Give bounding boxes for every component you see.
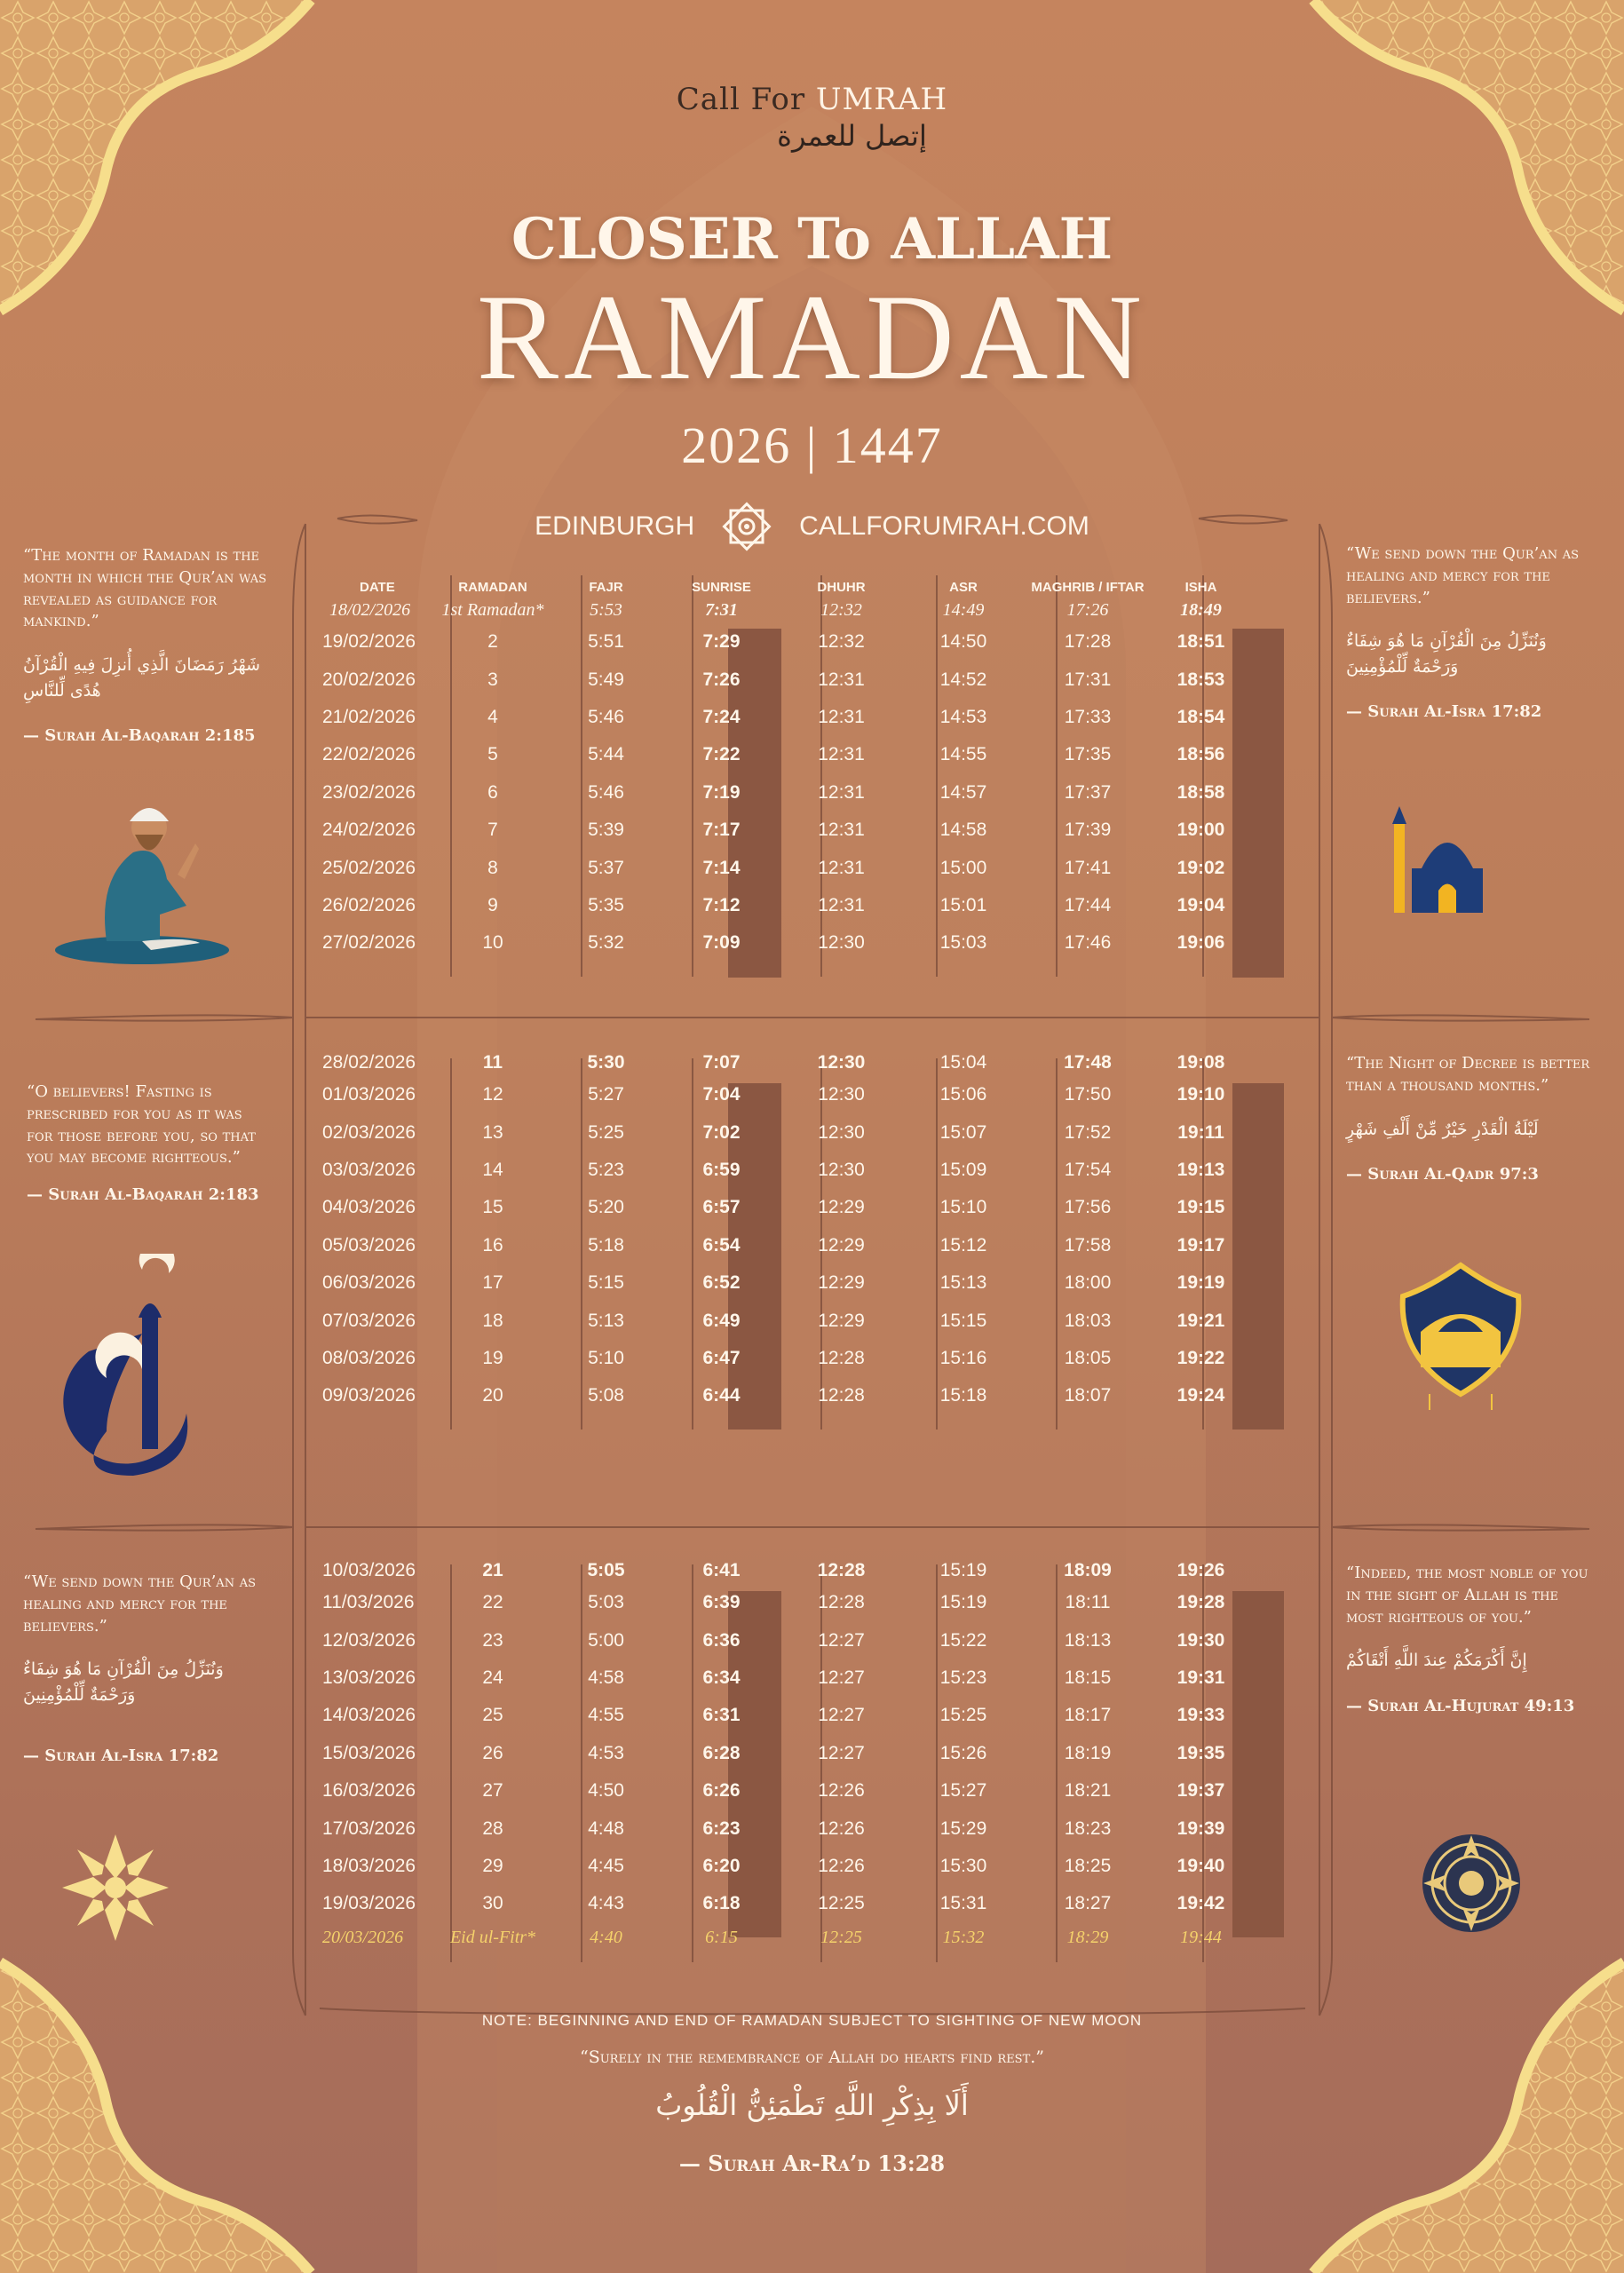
table-cell: 12:27 bbox=[818, 1742, 865, 1763]
table-row bbox=[297, 1810, 1314, 1847]
table-row bbox=[297, 1189, 1314, 1226]
table-cell: 15:29 bbox=[939, 1818, 987, 1839]
table-cell: 19:22 bbox=[1176, 1347, 1225, 1368]
table-cell: 6:57 bbox=[702, 1197, 741, 1218]
table-cell: 21/02/2026 bbox=[322, 706, 416, 727]
table-cell: 14:52 bbox=[939, 669, 987, 690]
table-cell: 17:58 bbox=[1064, 1234, 1112, 1255]
table-cell: 5:03 bbox=[588, 1592, 624, 1613]
table-cell: 5:23 bbox=[588, 1159, 624, 1180]
table-cell: 5 bbox=[487, 744, 498, 765]
table-cell: 18 bbox=[482, 1310, 503, 1331]
table-cell: 17:50 bbox=[1064, 1084, 1112, 1105]
mosque-crescent-icon bbox=[1385, 788, 1518, 939]
table-cell: 19:17 bbox=[1176, 1234, 1225, 1255]
table-cell: 5:39 bbox=[588, 820, 624, 841]
table-cell: 17:37 bbox=[1064, 781, 1112, 803]
city: EDINBURGH bbox=[535, 511, 695, 541]
table-cell: 18:07 bbox=[1064, 1385, 1112, 1406]
table-cell: 26 bbox=[482, 1742, 503, 1763]
table-cell: 17:39 bbox=[1064, 820, 1112, 841]
table-row bbox=[297, 1772, 1314, 1810]
table-cell: 02/03/2026 bbox=[322, 1121, 416, 1143]
table-cell: 5:46 bbox=[588, 706, 624, 727]
table-cell: 18:25 bbox=[1064, 1855, 1112, 1876]
table-cell: 4:55 bbox=[588, 1705, 624, 1726]
table-cell: 15:15 bbox=[939, 1310, 987, 1331]
table-cell: 19/03/2026 bbox=[322, 1893, 416, 1914]
table-cell: 7:22 bbox=[702, 744, 741, 765]
table-cell: 7:29 bbox=[702, 631, 741, 653]
table-cell: 11/03/2026 bbox=[322, 1592, 415, 1613]
footer-quote: “Surely in the remembrance of Allah do hearts find rest.” bbox=[579, 2047, 1045, 2067]
table-cell: 25/02/2026 bbox=[322, 857, 416, 878]
table-cell: 17:28 bbox=[1064, 631, 1112, 653]
table-cell: 15:18 bbox=[939, 1385, 987, 1406]
table-cell: 22/02/2026 bbox=[322, 744, 416, 765]
table-cell: 18:21 bbox=[1064, 1780, 1112, 1802]
table-cell: 5:49 bbox=[588, 669, 624, 690]
table-row bbox=[297, 1152, 1314, 1189]
table-cell: 6:26 bbox=[702, 1780, 741, 1802]
table-cell: 7 bbox=[487, 820, 498, 841]
table-cell: 5:13 bbox=[588, 1310, 624, 1331]
table-cell: 12:30 bbox=[818, 1159, 865, 1180]
table-cell: 12:26 bbox=[818, 1855, 865, 1876]
table-cell: 15:01 bbox=[939, 894, 987, 915]
table-cell: 6:59 bbox=[702, 1159, 741, 1180]
table-cell: 6:49 bbox=[702, 1310, 741, 1331]
table-cell: 27/02/2026 bbox=[322, 932, 416, 954]
table-cell: 30 bbox=[482, 1893, 503, 1914]
table-cell: 6:44 bbox=[702, 1385, 741, 1406]
table-cell: 15:13 bbox=[939, 1272, 987, 1294]
table-cell: 12:31 bbox=[818, 820, 865, 841]
table-row bbox=[297, 849, 1314, 886]
table-cell: 2 bbox=[487, 631, 498, 653]
table-cell: 15:03 bbox=[939, 932, 987, 954]
table-row bbox=[297, 661, 1314, 698]
table-cell: 03/03/2026 bbox=[322, 1159, 416, 1180]
table-cell: 15:06 bbox=[939, 1084, 987, 1105]
table-cell: 12:30 bbox=[818, 1121, 865, 1143]
table-cell: 17:56 bbox=[1064, 1197, 1112, 1218]
table-cell: 6:54 bbox=[702, 1234, 741, 1255]
table-cell: 12:32 bbox=[818, 631, 865, 653]
table-cell: 19:42 bbox=[1176, 1893, 1225, 1914]
page-title: RAMADAN bbox=[476, 269, 1148, 405]
table-cell: 5:46 bbox=[588, 781, 624, 803]
table-row: 10/03/2026 21 5:05 6:41 12:28 15:19 18:09 19:26 bbox=[322, 1560, 1225, 1580]
table-cell: 14:57 bbox=[939, 781, 987, 803]
table-cell: 7:09 bbox=[702, 932, 741, 954]
table-cell: 17:33 bbox=[1064, 706, 1112, 727]
table-cell: 13 bbox=[482, 1121, 503, 1143]
table-cell: 18:51 bbox=[1176, 631, 1225, 653]
table-cell: 15:10 bbox=[939, 1197, 987, 1218]
table-cell: 20/02/2026 bbox=[322, 669, 416, 690]
table-cell: 4:43 bbox=[588, 1893, 624, 1914]
prayer-timetable bbox=[297, 577, 1314, 962]
table-cell: 17:46 bbox=[1064, 932, 1112, 954]
table-row bbox=[297, 1735, 1314, 1772]
table-row bbox=[297, 1076, 1314, 1113]
table-row bbox=[297, 1659, 1314, 1697]
mosque-arch-icon bbox=[1394, 1261, 1527, 1412]
table-header: DATE RAMADAN FAJR SUNRISE DHUHR ASR MAGHRIB / IFTAR ISHA bbox=[360, 579, 1217, 595]
table-cell: 14:53 bbox=[939, 706, 987, 727]
table-cell: 7:02 bbox=[702, 1121, 741, 1143]
table-cell: 12:31 bbox=[818, 781, 865, 803]
table-cell: 12 bbox=[482, 1084, 503, 1105]
table-cell: 18:17 bbox=[1064, 1705, 1112, 1726]
table-cell: 6:47 bbox=[702, 1347, 741, 1368]
table-row bbox=[297, 1885, 1314, 1922]
table-cell: 5:37 bbox=[588, 857, 624, 878]
table-cell: 10 bbox=[482, 932, 503, 954]
table-cell: 17:44 bbox=[1064, 894, 1112, 915]
table-cell: 7:04 bbox=[702, 1084, 741, 1105]
table-cell: 19:30 bbox=[1176, 1629, 1225, 1651]
table-cell: 19:39 bbox=[1176, 1818, 1225, 1839]
table-cell: 12:25 bbox=[818, 1893, 865, 1914]
table-cell: 19:04 bbox=[1176, 894, 1225, 915]
headline: CLOSER To ALLAH bbox=[511, 206, 1113, 273]
table-cell: 6:34 bbox=[702, 1667, 741, 1688]
table-cell: 15:26 bbox=[939, 1742, 987, 1763]
table-row bbox=[297, 699, 1314, 736]
table-cell: 17:52 bbox=[1064, 1121, 1112, 1143]
table-cell: 7:26 bbox=[702, 669, 741, 690]
table-cell: 18:19 bbox=[1064, 1742, 1112, 1763]
table-cell: 4:48 bbox=[588, 1818, 624, 1839]
table-cell: 19:35 bbox=[1176, 1742, 1225, 1763]
table-cell: 19:28 bbox=[1176, 1592, 1225, 1613]
table-cell: 14:58 bbox=[939, 820, 987, 841]
table-cell: 20 bbox=[482, 1385, 503, 1406]
table-cell: 5:10 bbox=[588, 1347, 624, 1368]
table-cell: 6:23 bbox=[702, 1818, 741, 1839]
table-cell: 12:29 bbox=[818, 1272, 865, 1294]
table-cell: 18:23 bbox=[1064, 1818, 1112, 1839]
table-cell: 12:31 bbox=[818, 669, 865, 690]
quote-panel: “We send down the Qur’an as healing and mercy for the believers.” وَنُنَزِّلُ مِنَ الْقُرْآنِ مَا هُوَ شِفَاءٌ وَرَحْمَةٌ لِّلْمُؤْمِنِينَ — Surah Al-Isra 17:82 bbox=[23, 1572, 257, 1766]
table-cell: 12:29 bbox=[818, 1197, 865, 1218]
table-cell: 25 bbox=[482, 1705, 503, 1726]
table-cell: 18:15 bbox=[1064, 1667, 1112, 1688]
table-cell: 12:29 bbox=[818, 1234, 865, 1255]
table-cell: 3 bbox=[487, 669, 498, 690]
table-cell: 9 bbox=[487, 894, 498, 915]
table-cell: 15:16 bbox=[939, 1347, 987, 1368]
table-cell: 17:41 bbox=[1064, 857, 1112, 878]
table-row bbox=[297, 736, 1314, 773]
quote-panel: “We send down the Qur’an as healing and mercy for the believers.” وَنُنَزِّلُ مِنَ الْقُرْآنِ مَا هُوَ شِفَاءٌ وَرَحْمَةٌ لِّلْمُؤْمِنِينَ — Surah Al-Isra 17:82 bbox=[1346, 544, 1580, 722]
table-cell: 12:31 bbox=[818, 744, 865, 765]
table-cell: 7:14 bbox=[702, 857, 741, 878]
prayer-timetable bbox=[297, 1557, 1314, 1953]
website[interactable]: CALLFORUMRAH.COM bbox=[799, 511, 1089, 541]
table-cell: 5:25 bbox=[588, 1121, 624, 1143]
table-cell: 15:25 bbox=[939, 1705, 987, 1726]
table-cell: 4:58 bbox=[588, 1667, 624, 1688]
table-cell: 6:20 bbox=[702, 1855, 741, 1876]
table-cell: 7:17 bbox=[702, 820, 741, 841]
table-cell: 15:30 bbox=[939, 1855, 987, 1876]
table-cell: 19:37 bbox=[1176, 1780, 1225, 1802]
table-cell: 16/03/2026 bbox=[322, 1780, 416, 1802]
table-cell: 19:24 bbox=[1176, 1385, 1225, 1406]
table-body bbox=[297, 1584, 1314, 1923]
table-cell: 23 bbox=[482, 1629, 503, 1651]
table-cell: 5:08 bbox=[588, 1385, 624, 1406]
table-cell: 12:26 bbox=[818, 1818, 865, 1839]
table-cell: 18:00 bbox=[1064, 1272, 1112, 1294]
table-cell: 15:00 bbox=[939, 857, 987, 878]
table-cell: 18:27 bbox=[1064, 1893, 1112, 1914]
table-cell: 19:15 bbox=[1176, 1197, 1225, 1218]
years: 2026 | 1447 bbox=[681, 416, 943, 474]
table-cell: 15:22 bbox=[939, 1629, 987, 1651]
table-cell: 8 bbox=[487, 857, 498, 878]
table-cell: 12:28 bbox=[818, 1592, 865, 1613]
table-row bbox=[297, 1302, 1314, 1339]
table-cell: 6:36 bbox=[702, 1629, 741, 1651]
table-cell: 12:26 bbox=[818, 1780, 865, 1802]
table-cell: 12:30 bbox=[818, 932, 865, 954]
table-body bbox=[297, 1076, 1314, 1415]
table-row: 28/02/2026 11 5:30 7:07 12:30 15:04 17:48 19:08 bbox=[322, 1052, 1225, 1073]
table-cell: 14 bbox=[482, 1159, 503, 1180]
table-cell: 15:09 bbox=[939, 1159, 987, 1180]
table-cell: 14:50 bbox=[939, 631, 987, 653]
table-row bbox=[297, 1848, 1314, 1885]
star-ornament-icon bbox=[719, 499, 774, 554]
table-cell: 15:31 bbox=[939, 1893, 987, 1914]
quote-panel: “O believers! Fasting is prescribed for you as it was for those before you, so that you may become righteous.” — Surah Al-Baqarah 2:183 bbox=[27, 1082, 259, 1205]
table-cell: 12:27 bbox=[818, 1705, 865, 1726]
table-row bbox=[297, 774, 1314, 812]
table-cell: 16 bbox=[482, 1234, 503, 1255]
table-cell: 04/03/2026 bbox=[322, 1197, 416, 1218]
brand-name: Call For UMRAH bbox=[676, 82, 948, 117]
table-cell: 19 bbox=[482, 1347, 503, 1368]
table-cell: 19:02 bbox=[1176, 857, 1225, 878]
table-cell: 4:45 bbox=[588, 1855, 624, 1876]
table-cell: 5:20 bbox=[588, 1197, 624, 1218]
table-cell: 5:00 bbox=[588, 1629, 624, 1651]
table-cell: 19:40 bbox=[1176, 1855, 1225, 1876]
table-cell: 7:24 bbox=[702, 706, 741, 727]
table-cell: 19:31 bbox=[1176, 1667, 1225, 1688]
praying-man-icon bbox=[53, 781, 231, 968]
table-cell: 26/02/2026 bbox=[322, 894, 416, 915]
eid-row: 20/03/2026 Eid ul-Fitr* 4:40 6:15 12:25 15:32 18:29 19:44 bbox=[322, 1928, 1222, 1948]
table-cell: 24 bbox=[482, 1667, 503, 1688]
table-cell: 13/03/2026 bbox=[322, 1667, 416, 1688]
table-cell: 4:50 bbox=[588, 1780, 624, 1802]
table-cell: 5:32 bbox=[588, 932, 624, 954]
mandala-ornament-icon bbox=[1421, 1833, 1523, 1935]
table-cell: 12:31 bbox=[818, 706, 865, 727]
table-cell: 5:18 bbox=[588, 1234, 624, 1255]
table-row bbox=[297, 812, 1314, 849]
table-cell: 5:51 bbox=[588, 631, 624, 653]
quote-panel: “The month of Ramadan is the month in which the Qur’an was revealed as guidance for mankind.” شَهْرُ رَمَضَانَ الَّذِي أُنزِلَ فِيهِ الْقُرْآنُ هُدًى لِّلنَّاسِ — Surah Al-Baqarah 2:185 bbox=[23, 546, 267, 746]
table-cell: 19:00 bbox=[1176, 820, 1225, 841]
table-row bbox=[297, 1227, 1314, 1264]
table-row bbox=[297, 887, 1314, 924]
table-cell: 19:21 bbox=[1176, 1310, 1225, 1331]
table-cell: 08/03/2026 bbox=[322, 1347, 416, 1368]
table-cell: 15/03/2026 bbox=[322, 1742, 416, 1763]
table-cell: 23/02/2026 bbox=[322, 781, 416, 803]
table-cell: 06/03/2026 bbox=[322, 1272, 416, 1294]
table-row bbox=[297, 1377, 1314, 1414]
table-cell: 14/03/2026 bbox=[322, 1705, 416, 1726]
table-cell: 12:30 bbox=[818, 1084, 865, 1105]
table-row bbox=[297, 1697, 1314, 1734]
table-row bbox=[297, 1584, 1314, 1621]
table-cell: 12:27 bbox=[818, 1667, 865, 1688]
footer-reference: — Surah Ar-Ra’d 13:28 bbox=[678, 2150, 946, 2176]
quote-panel: “The Night of Decree is better than a thousand months.” لَيْلَةُ الْقَدْرِ خَيْرٌ مِّنْ أَلْفِ شَهْرٍ — Surah Al-Qadr 97:3 bbox=[1346, 1054, 1590, 1184]
table-cell: 18:05 bbox=[1064, 1347, 1112, 1368]
table-cell: 19/02/2026 bbox=[322, 631, 416, 653]
table-row: 18/02/2026 1st Ramadan* 5:53 7:31 12:32 14:49 17:26 18:49 bbox=[329, 599, 1222, 620]
table-cell: 18:53 bbox=[1176, 669, 1225, 690]
quote-panel: “Indeed, the most noble of you in the sight of Allah is the most righteous of you.” إِنَّ أَكْرَمَكُمْ عِندَ اللَّهِ أَتْقَاكُمْ — Surah Al-Hujurat 49:13 bbox=[1346, 1564, 1588, 1715]
table-cell: 15:12 bbox=[939, 1234, 987, 1255]
table-cell: 15:27 bbox=[939, 1780, 987, 1802]
table-cell: 17:31 bbox=[1064, 669, 1112, 690]
table-cell: 7:12 bbox=[702, 894, 741, 915]
table-cell: 5:35 bbox=[588, 894, 624, 915]
table-cell: 19:13 bbox=[1176, 1159, 1225, 1180]
table-cell: 17 bbox=[482, 1272, 503, 1294]
table-row bbox=[297, 1621, 1314, 1659]
table-cell: 12:28 bbox=[818, 1347, 865, 1368]
table-cell: 15 bbox=[482, 1197, 503, 1218]
table-cell: 18:56 bbox=[1176, 744, 1225, 765]
table-cell: 4 bbox=[487, 706, 498, 727]
table-cell: 6:28 bbox=[702, 1742, 741, 1763]
table-cell: 19:10 bbox=[1176, 1084, 1225, 1105]
table-cell: 15:23 bbox=[939, 1667, 987, 1688]
table-body bbox=[297, 623, 1314, 962]
table-cell: 12:31 bbox=[818, 857, 865, 878]
table-cell: 14:55 bbox=[939, 744, 987, 765]
table-cell: 17:54 bbox=[1064, 1159, 1112, 1180]
table-cell: 24/02/2026 bbox=[322, 820, 416, 841]
table-cell: 6:31 bbox=[702, 1705, 741, 1726]
table-row bbox=[297, 1264, 1314, 1302]
table-cell: 17/03/2026 bbox=[322, 1818, 416, 1839]
flower-ornament-icon bbox=[62, 1834, 169, 1941]
table-cell: 5:27 bbox=[588, 1084, 624, 1105]
table-cell: 18/03/2026 bbox=[322, 1855, 416, 1876]
table-cell: 19:33 bbox=[1176, 1705, 1225, 1726]
table-cell: 12:28 bbox=[818, 1385, 865, 1406]
table-row bbox=[297, 1113, 1314, 1151]
table-row bbox=[297, 623, 1314, 661]
table-cell: 27 bbox=[482, 1780, 503, 1802]
table-row bbox=[297, 924, 1314, 962]
table-cell: 29 bbox=[482, 1855, 503, 1876]
table-cell: 18:13 bbox=[1064, 1629, 1112, 1651]
table-cell: 09/03/2026 bbox=[322, 1385, 416, 1406]
table-cell: 5:15 bbox=[588, 1272, 624, 1294]
table-cell: 19:06 bbox=[1176, 932, 1225, 954]
table-row bbox=[297, 1340, 1314, 1377]
table-cell: 6:39 bbox=[702, 1592, 741, 1613]
table-cell: 6:52 bbox=[702, 1272, 741, 1294]
table-cell: 15:19 bbox=[939, 1592, 987, 1613]
table-cell: 7:19 bbox=[702, 781, 741, 803]
table-cell: 4:53 bbox=[588, 1742, 624, 1763]
prayer-timetable bbox=[297, 1049, 1314, 1415]
table-cell: 18:54 bbox=[1176, 706, 1225, 727]
table-cell: 12:27 bbox=[818, 1629, 865, 1651]
table-cell: 28 bbox=[482, 1818, 503, 1839]
table-cell: 18:58 bbox=[1176, 781, 1225, 803]
table-cell: 12:31 bbox=[818, 894, 865, 915]
table-cell: 15:07 bbox=[939, 1121, 987, 1143]
footer-arabic: أَلَا بِذِكْرِ اللَّهِ تَطْمَئِنُّ الْقُلُوبُ bbox=[655, 2088, 969, 2122]
table-cell: 18:03 bbox=[1064, 1310, 1112, 1331]
table-cell: 22 bbox=[482, 1592, 503, 1613]
table-cell: 17:35 bbox=[1064, 744, 1112, 765]
moon-sighting-note: NOTE: BEGINNING AND END OF RAMADAN SUBJECT TO SIGHTING OF NEW MOON bbox=[481, 2012, 1143, 2029]
brand-logo bbox=[0, 82, 1624, 153]
brand-arabic: إتصل للعمرة bbox=[777, 119, 927, 153]
table-cell: 01/03/2026 bbox=[322, 1084, 416, 1105]
table-cell: 6 bbox=[487, 781, 498, 803]
table-cell: 12/03/2026 bbox=[322, 1629, 416, 1651]
table-cell: 6:18 bbox=[702, 1893, 741, 1914]
table-cell: 19:11 bbox=[1177, 1121, 1224, 1143]
table-cell: 07/03/2026 bbox=[322, 1310, 416, 1331]
table-cell: 05/03/2026 bbox=[322, 1234, 416, 1255]
table-cell: 18:11 bbox=[1065, 1592, 1111, 1613]
table-cell: 5:44 bbox=[588, 744, 624, 765]
table-cell: 19:19 bbox=[1176, 1272, 1225, 1294]
table-cell: 12:29 bbox=[818, 1310, 865, 1331]
crescent-minaret-icon bbox=[53, 1254, 204, 1485]
